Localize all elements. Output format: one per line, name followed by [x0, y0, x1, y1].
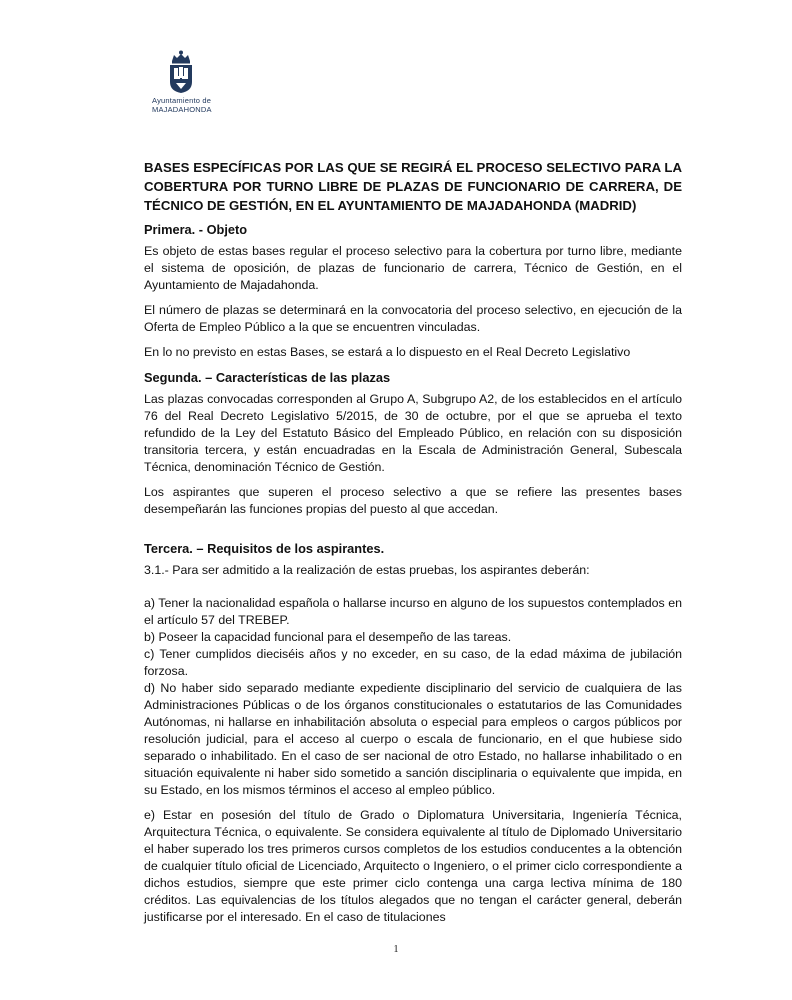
requirement-item-d: d) No haber sido separado mediante expediente disciplinario del servicio de cualquiera de las Administraciones Públicas o de los órganos constitucionales o estatutarios de las Comunidades Autónomas, ni hallarse en inhabilitación absoluta o especial para empleos o cargos públicos por resolución judicial, para el acceso al cuerpo o escala de funcionario, en el que hubiese sido separado o inhabilitado. En el caso de ser nacional de otro Estado, no hallarse inhabilitado o en situación equivalente ni haber sido sometido a sanción disciplinaria o equivalente que impida, en su Estado, en los mismos términos el acceso al empleo público.: [144, 681, 682, 797]
document-body: [144, 158, 682, 934]
paragraph: En lo no previsto en estas Bases, se estará a lo dispuesto en el Real Decreto Legislativo: [144, 345, 631, 359]
logo-line-1: Ayuntamiento de: [152, 96, 212, 105]
requirement-item-a: a) Tener la nacionalidad española o hallarse incurso en alguno de los supuestos contemplados en el artículo 57 del TREBEP.: [144, 596, 682, 627]
section-heading-tercera: Tercera. – Requisitos de los aspirantes.: [144, 541, 385, 556]
requirement-item-b: b) Poseer la capacidad funcional para el desempeño de las tareas.: [144, 630, 512, 644]
document-title: BASES ESPECÍFICAS POR LAS QUE SE REGIRÁ EL PROCESO SELECTIVO PARA LA COBERTURA POR TURNO LIBRE DE PLAZAS DE FUNCIONARIO DE CARRERA, DE TÉCNICO DE GESTIÓN, EN EL AYUNTAMIENTO DE MAJADAHONDA (MADRID): [144, 160, 682, 213]
municipal-logo: [146, 50, 226, 118]
paragraph: Los aspirantes que superen el proceso selectivo a que se refiere las presentes bases desempeñarán las funciones propias del puesto al que accedan.: [144, 485, 682, 516]
page-number: 1: [393, 944, 399, 955]
paragraph: Es objeto de estas bases regular el proceso selectivo para la cobertura por turno libre, mediante el sistema de oposición, de plazas de funcionario de carrera, Técnico de Gestión, en el Ayuntamiento de Majadahonda.: [144, 244, 682, 292]
coat-of-arms-icon: [166, 50, 196, 94]
paragraph: 3.1.- Para ser admitido a la realización de estas pruebas, los aspirantes deberán:: [144, 563, 590, 577]
section-heading-primera: Primera. - Objeto: [144, 222, 248, 237]
section-heading-segunda: Segunda. – Características de las plazas: [144, 370, 391, 385]
requirement-item-c: c) Tener cumplidos dieciséis años y no exceder, en su caso, de la edad máxima de jubilación forzosa.: [144, 647, 682, 678]
logo-caption: [152, 97, 212, 114]
requirement-item-e: e) Estar en posesión del título de Grado o Diplomatura Universitaria, Ingeniería Técnica, Arquitectura Técnica, o equivalente. Se considera equivalente al título de Diplomado Universitario el haber superado los tres primeros cursos completos de los estudios conducentes a la obtención de cualquier título oficial de Licenciado, Arquitecto o Ingeniero, o el primer ciclo correspondiente a dichos estudios, siempre que este primer ciclo contenga una carga lectiva mínima de 180 créditos. Las equivalencias de los títulos alegados que no tengan el carácter general, deberán justificarse por el interesado. En el caso de titulaciones: [144, 808, 682, 924]
paragraph: Las plazas convocadas corresponden al Grupo A, Subgrupo A2, de los establecidos en el artículo 76 del Real Decreto Legislativo 5/2015, de 30 de octubre, por el que se aprueba el texto refundido de la Ley del Estatuto Básico del Empleado Público, en relación con su disposición transitoria tercera, y están encuadradas en la Escala de Administración General, Subescala Técnica, denominación Técnico de Gestión.: [144, 392, 682, 474]
paragraph: El número de plazas se determinará en la convocatoria del proceso selectivo, en ejecución de la Oferta de Empleo Público a la que se encuentren vinculadas.: [144, 303, 682, 334]
logo-line-2: MAJADAHONDA: [152, 104, 212, 114]
